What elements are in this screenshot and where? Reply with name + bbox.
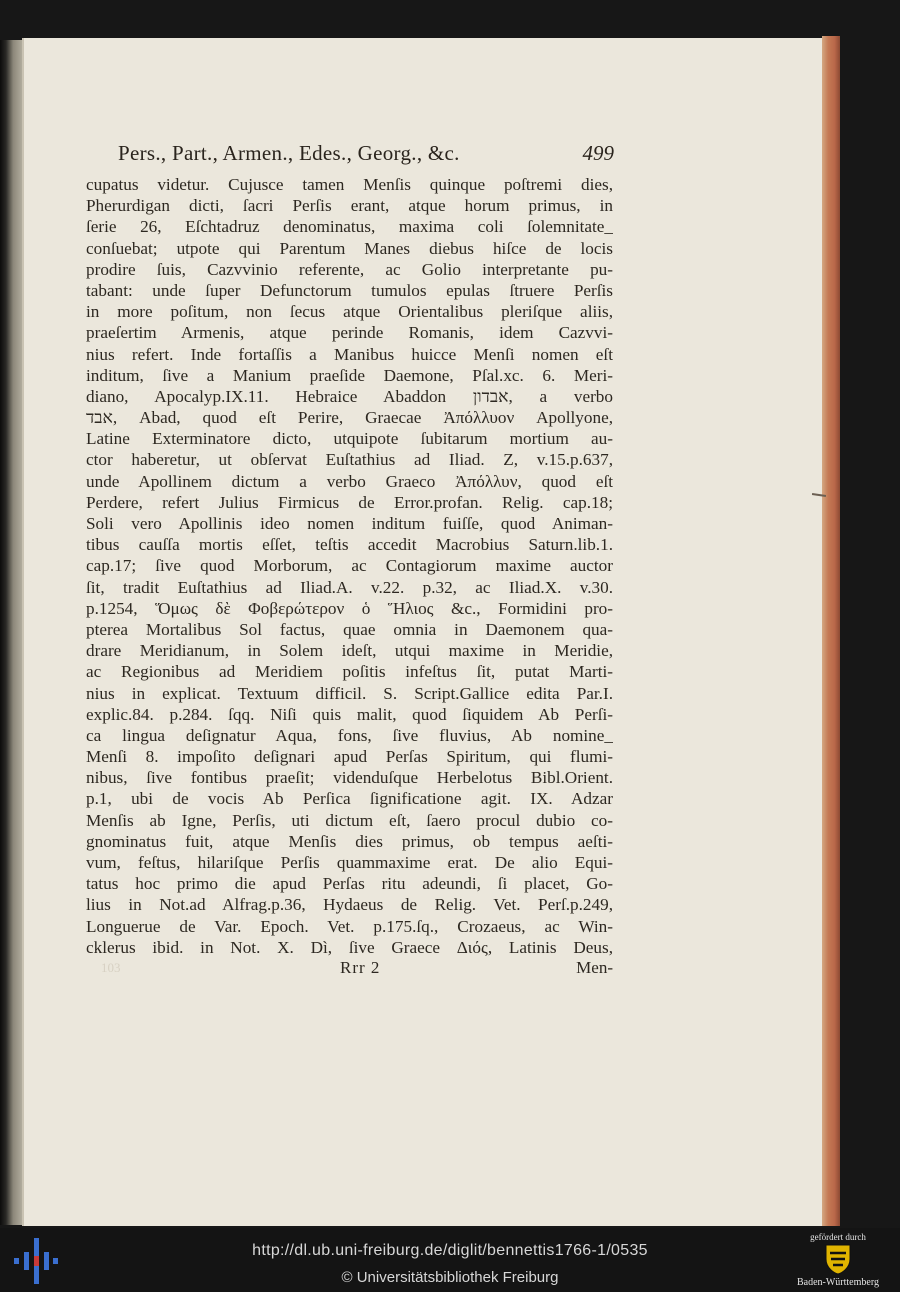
catchword: Men-	[576, 958, 613, 977]
text-line: Menſis ab Igne, Perſis, uti dictum eſt, ſaero procul dubio co-	[86, 810, 613, 830]
text-line: nius in explicat. Textuum difficil. S. Script.Gallice edita Par.I.	[86, 683, 613, 703]
text-line: ſerie 26, Eſchtadruz denominatus, maxima coli ſolemnitate_	[86, 217, 613, 237]
sponsor-logo	[788, 1232, 888, 1290]
running-head	[118, 141, 614, 171]
text-line: Perdere, refert Julius Firmicus de Error.profan. Relig. cap.18;	[86, 492, 613, 512]
text-line: Soli vero Apollinis ideo nomen inditum fuiſſe, quod Animan-	[86, 514, 613, 533]
text-line: tabant: unde ſuper Defunctorum tumulos epulas ſtruere Perſis	[86, 280, 613, 300]
text-line: ctor haberetur, ut obſervat Euſtathius ad Iliad. Z, v.15.p.637,	[86, 450, 613, 470]
facing-page-edge	[0, 40, 24, 1225]
faded-mark: 103	[101, 960, 121, 975]
text-line: nius refert. Inde fortaſſis a Manibus huicce Menſi nomen eſt	[86, 344, 613, 364]
copyright-text: © Universitätsbibliothek Freiburg	[341, 1269, 559, 1286]
text-line: nibus, ſive fontibus praeſit; videnduſque Herbelotus Bibl.Orient.	[86, 768, 613, 788]
page-edge-red	[822, 36, 840, 1226]
text-line: tibus cauſſa mortis eſſet, teſtis accedit Macrobius Saturn.lib.1.	[86, 535, 613, 555]
coat-of-arms-icon	[824, 1243, 852, 1275]
text-line: Latine Exterminatore dicto, utquipote ſubitarum mortium au-	[86, 429, 613, 449]
text-line: gnominatus fuit, atque Menſis dies primus, ob tempus aeſti-	[86, 831, 613, 851]
page-url[interactable]: http://dl.ub.uni-freiburg.de/diglit/bennettis1766-1/0535	[252, 1242, 648, 1259]
text-line: cap.17; ſive quod Morborum, ac Contagiorum maxime auctor	[86, 556, 613, 576]
text-line: cklerus ibid. in Not. X. Dì, ſive Graece Διός, Latinis Deus,	[86, 937, 613, 957]
text-line: conſuebat; utpote qui Parentum Manes diebus hiſce de locis	[86, 238, 613, 258]
text-line: praeſertim Armenis, atque perinde Romanis, idem Cazvvi-	[86, 323, 613, 343]
text-line: pterea Mortalibus Sol factus, quae omnia in Daemonem qua-	[86, 619, 613, 639]
signature-mark: Rrr 2	[340, 958, 381, 977]
text-line: ſit, tradit Euſtathius ad Iliad.A. v.22. p.32, ac Iliad.X. v.30.	[86, 577, 613, 597]
text-line: in more poſitum, non ſecus atque Orientalibus pleriſque aliis,	[86, 302, 613, 322]
text-line: p.1254, Ὅμως δὲ Φοβερώτερον ὁ Ἥλιος &c., Formidini pro-	[86, 598, 613, 618]
text-line: tatus hoc primo die apud Perſas ritu adeundi, ſi placet, Go-	[86, 874, 613, 894]
running-head-title: Pers., Part., Armen., Edes., Georg., &c.	[118, 141, 460, 165]
text-line: inditum, ſive a Manium praeſide Daemone, Pſal.xc. 6. Meri-	[86, 365, 613, 385]
text-line: Pherurdigan dicti, ſacri Perſis erant, atque horum primus, in	[86, 196, 613, 216]
text-line: unde Apollinem dictum a verbo Graeco Ἀπόλλυν, quod eſt	[86, 471, 613, 491]
text-line: Longuerue de Var. Epoch. Vet. p.175.ſq., Crozaeus, ac Win-	[86, 916, 613, 936]
text-line: drare Meridianum, in Solem ideſt, utqui maxime in Meridie,	[86, 641, 613, 661]
text-line: ac Regionibus ad Meridiem poſitis infeſtus ſit, putat Marti-	[86, 662, 613, 682]
text-line: vum, feſtus, hilariſque Perſis quammaxime erat. De alio Equi-	[86, 853, 613, 872]
text-line: אבד, Abad, quod eſt Perire, Graecae Ἀπόλλυον Apollyone,	[86, 408, 613, 428]
sponsor-caption: gefördert durch	[810, 1232, 866, 1242]
signature-line	[86, 958, 613, 982]
text-line: cupatus videtur. Cujusce tamen Menſis quinque poſtremi dies,	[86, 175, 613, 194]
viewer-footer	[0, 1228, 900, 1292]
body-text	[86, 174, 613, 958]
text-line: lius in Not.ad Alfrag.p.36, Hydaeus de Relig. Vet. Perſ.p.249,	[86, 895, 613, 915]
text-line: p.1, ubi de vocis Ab Perſica ſignificatione agit. IX. Adzar	[86, 789, 613, 809]
sponsor-name: Baden-Württemberg	[796, 1277, 879, 1288]
text-line: prodire ſuis, Cazvvinio referente, ac Golio interpretante pu-	[86, 259, 613, 279]
page-number: 499	[582, 141, 614, 165]
text-line: explic.84. p.284. ſqq. Niſi quis malit, quod ſiquidem Ab Perſi-	[86, 704, 613, 724]
text-line: diano, Apocalyp.IX.11. Hebraice Abaddon אבדון, a verbo	[86, 386, 613, 406]
text-line: Menſi 8. impoſito deſignari apud Perſas Spiritum, qui flumi-	[86, 747, 613, 767]
text-line: ca lingua deſignatur Aqua, fons, ſive fluvius, Ab nomine_	[86, 725, 613, 745]
